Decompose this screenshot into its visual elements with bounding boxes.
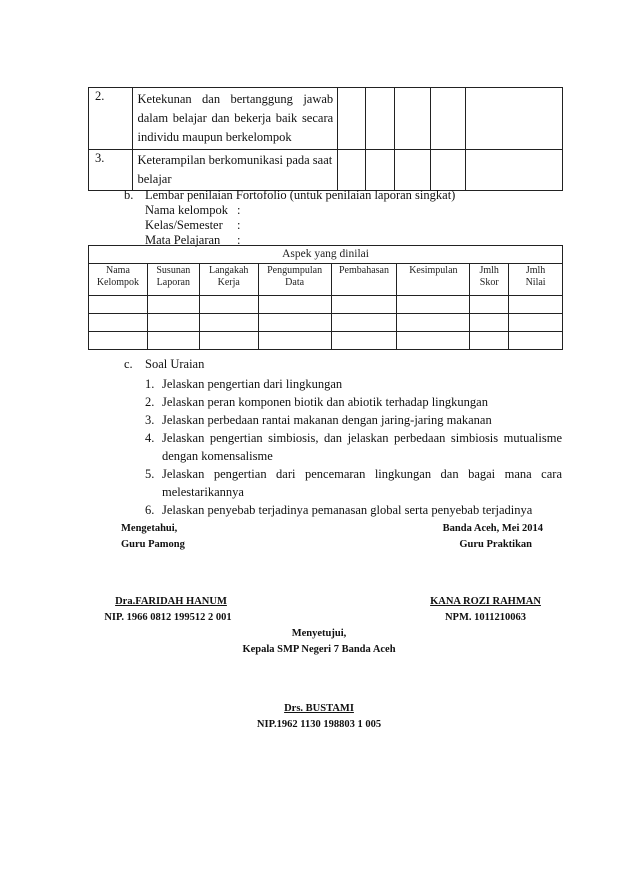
score-cell [366,88,395,150]
column-header-line: Data [285,277,305,288]
table-cell [89,314,148,332]
table-cell [258,296,331,314]
approval-label: Mengetahui, [121,523,178,534]
approval-label: Menyetujui, [291,628,347,639]
item-line: Jelaskan pengertian dari pencemaran lingkungan dan bagai mana cara [162,467,562,481]
center-signature-heading [219,626,419,658]
score-cell [394,88,430,150]
column-header-line: Kerja [217,277,240,288]
column-header [470,264,509,296]
item-number: 6. [145,503,155,517]
field-label: Kelas/Semester [145,218,223,232]
table-row [89,314,563,332]
field-label: Nama kelompok [145,203,228,217]
score-cell [430,88,466,150]
column-header-line: Jmlh [525,265,546,276]
list-item [145,393,562,411]
item-line: Jelaskan pengertian simbiosis, dan jelaskan perbedaan simbiosis mutualisme [162,431,562,445]
column-header-line: Laporan [156,277,190,288]
item-text [162,465,562,501]
signer-role: Kepala SMP Negeri 7 Banda Aceh [242,644,396,655]
table-row [89,296,563,314]
signer-name: Dra.FARIDAH HANUM [115,596,227,607]
column-header [89,264,148,296]
column-header-line: Nilai [525,277,546,288]
field-label: Mata Pelajaran [145,233,221,247]
left-signature-block [88,594,248,626]
signer-role: Guru Praktikan [459,539,532,550]
table-header-row [89,246,563,264]
score-cell [466,150,563,191]
table-cell [147,332,199,350]
score-cell [338,88,366,150]
center-signature-block [219,701,419,733]
item-number: 1. [145,377,155,391]
item-text [162,411,562,429]
table-row [89,332,563,350]
signer-id: NIP.1962 1130 198803 1 005 [256,719,382,730]
list-item [145,411,562,429]
section-c-title: Soal Uraian [145,357,205,371]
score-cell [394,150,430,191]
column-header-row [89,264,563,296]
column-header [199,264,258,296]
field-separator: : [237,218,241,232]
table-cell [258,314,331,332]
place-date: Banda Aceh, Mei 2014 [442,523,543,534]
table-cell [331,314,397,332]
row-number: 2. [89,88,133,150]
column-header-line: Nama [106,265,130,276]
list-item [145,501,562,519]
table-cell [470,296,509,314]
column-header [258,264,331,296]
criteria-line: dalam belajar dan bekerja baik secara [137,111,334,125]
item-line: Jelaskan pengertian dari lingkungan [162,377,343,391]
score-cell [338,150,366,191]
section-b-title: Lembar penilaian Fortofolio (untuk penilaian laporan singkat) [145,188,456,202]
item-line: Jelaskan perbedaan rantai makanan dengan jaring-jaring makanan [162,413,492,427]
column-header-line: Skor [479,277,499,288]
table-cell [199,296,258,314]
section-c-marker: c. [124,357,133,371]
item-number: 2. [145,395,155,409]
table-cell [397,296,470,314]
signer-name: Drs. BUSTAMI [284,703,354,714]
column-header-line: Kesimpulan [409,265,458,276]
table-cell [509,332,563,350]
left-signature-heading [121,521,185,553]
column-header-line: Kelompok [96,277,140,288]
list-item [145,375,562,393]
column-header-line: Pembahasan [338,265,389,276]
section-b-marker: b. [124,188,134,202]
score-cell [366,150,395,191]
table-cell [199,314,258,332]
field-row [145,218,240,233]
essay-question-list [145,375,562,519]
signer-role: Guru Pamong [121,539,185,550]
table-cell [470,332,509,350]
item-text [162,429,562,465]
column-header-line: Langakah [209,265,249,276]
field-row [145,203,240,218]
criteria-line: Ketekunan dan bertanggung jawab [137,92,334,106]
list-item [145,465,562,501]
table-cell [397,314,470,332]
item-number: 5. [145,467,155,481]
table-row [89,88,563,150]
item-text [162,393,562,411]
attitude-assessment-table [88,87,563,191]
column-header-line: Susunan [156,265,191,276]
item-line: dengan komensalisme [162,449,273,463]
item-number: 4. [145,431,155,445]
column-header [331,264,397,296]
row-number: 3. [89,150,133,191]
item-line: melestarikannya [162,485,244,499]
score-cell [430,150,466,191]
signer-id: NPM. 1011210063 [444,612,527,623]
table-cell [470,314,509,332]
table-cell [331,332,397,350]
table-cell [509,296,563,314]
table-header: Aspek yang dinilai [89,246,563,264]
right-signature-block [418,594,553,626]
section-b-fields [145,203,240,248]
item-text [162,501,562,519]
column-header [397,264,470,296]
item-line: Jelaskan penyebab terjadinya pemanasan global serta penyebab terjadinya [162,503,533,517]
criteria-line: belajar [137,172,172,186]
table-cell [89,332,148,350]
table-cell [147,314,199,332]
table-cell [509,314,563,332]
table-cell [199,332,258,350]
score-cell [466,88,563,150]
table-cell [147,296,199,314]
column-header-line: Pengumpulan [267,265,323,276]
criteria-line: individu maupun berkelompok [137,130,292,144]
item-line: Jelaskan peran komponen biotik dan abiotik terhadap lingkungan [162,395,488,409]
field-separator: : [237,233,241,247]
column-header [509,264,563,296]
table-cell [89,296,148,314]
item-number: 3. [145,413,155,427]
criteria-line: Keterampilan berkomunikasi pada saat [137,153,333,167]
criteria-description [132,150,338,191]
list-item [145,429,562,465]
table-cell [397,332,470,350]
field-separator: : [237,203,241,217]
table-cell [331,296,397,314]
signer-id: NIP. 1966 0812 199512 2 001 [104,612,232,623]
column-header [147,264,199,296]
table-row [89,150,563,191]
criteria-description [132,88,338,150]
column-header-line: Jmlh [479,265,499,276]
signer-name: KANA ROZI RAHMAN [430,596,541,607]
portfolio-assessment-table [88,245,563,350]
item-text [162,375,562,393]
table-cell [258,332,331,350]
right-signature-heading [443,521,543,553]
